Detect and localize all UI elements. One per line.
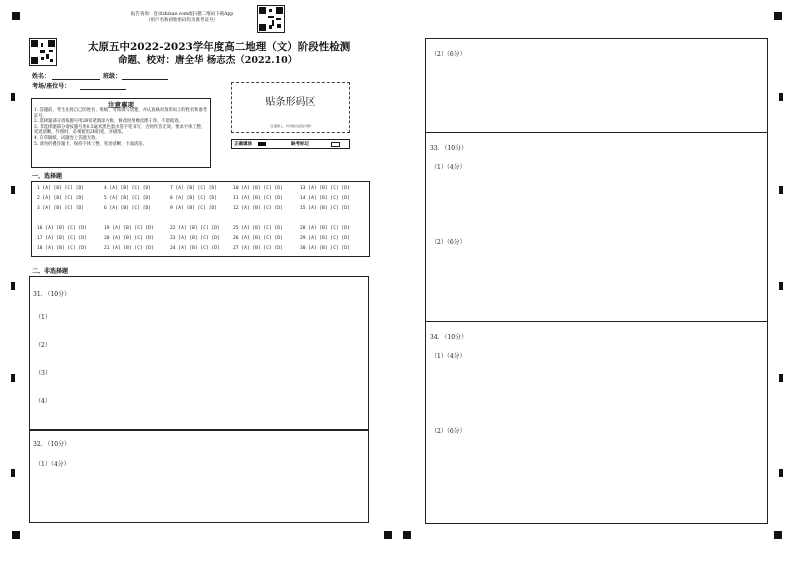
choice-question[interactable]: 5 [A] [B] [C] [D] bbox=[104, 196, 152, 201]
correct-fill-label: 正确填涂 bbox=[234, 142, 252, 147]
choice-question[interactable]: 3 [A] [B] [C] [D] bbox=[37, 206, 85, 211]
q34-part2: （2）（6分） bbox=[431, 428, 466, 435]
choice-question[interactable]: 7 [A] [B] [C] [D] bbox=[170, 186, 218, 191]
q34-part1: （1）（4分） bbox=[431, 353, 466, 360]
choice-question[interactable]: 13 [A] [B] [C] [D] bbox=[300, 186, 350, 191]
notes-item: 3. 非选择题部分请按题号用0.5毫米黑色墨水签字笔书写，否则作答无效。要求字体工整、笔迹清晰。作图时，必须使用2B铅笔，并描浓。 bbox=[34, 124, 206, 136]
choice-question[interactable]: 20 [A] [B] [C] [D] bbox=[104, 236, 154, 241]
choice-question[interactable]: 25 [A] [B] [C] [D] bbox=[233, 226, 283, 231]
notes-item: 4. 在草稿纸、试题卷上答题无效。 bbox=[34, 135, 100, 141]
barcode-hint: （正面朝上，切勿贴出虚线方框） bbox=[267, 124, 313, 128]
barcode-title: 贴条形码区 bbox=[265, 97, 316, 108]
side-mark bbox=[779, 186, 783, 194]
q31-answer-box[interactable] bbox=[29, 276, 369, 430]
choice-question[interactable]: 22 [A] [B] [C] [D] bbox=[170, 226, 220, 231]
q34-title: 34. （10分） bbox=[430, 334, 468, 341]
app-download-qr-code bbox=[257, 5, 285, 33]
choice-question[interactable]: 15 [A] [B] [C] [D] bbox=[300, 206, 350, 211]
q31-part4: （4） bbox=[35, 398, 51, 405]
choice-question[interactable]: 4 [A] [B] [C] [D] bbox=[104, 186, 152, 191]
choice-question[interactable]: 8 [A] [B] [C] [D] bbox=[170, 196, 218, 201]
room-seat-label: 考场/座位号： bbox=[32, 83, 71, 90]
divider-q33-q34 bbox=[425, 321, 768, 322]
choice-question[interactable]: 17 [A] [B] [C] [D] bbox=[37, 236, 87, 241]
notes-item: 2. 选择题部分请按题号用2B铅笔填涂方框，修改时用橡皮擦干净，不留痕迹。 bbox=[34, 119, 183, 125]
absent-mark-label: 缺考标记 bbox=[291, 142, 309, 147]
choice-question[interactable]: 30 [A] [B] [C] [D] bbox=[300, 246, 350, 251]
q32-part1: （1）（4分） bbox=[35, 461, 70, 468]
student-qr-code bbox=[29, 38, 57, 66]
divider-q32-q33 bbox=[425, 132, 768, 133]
room-seat-field[interactable] bbox=[80, 89, 126, 90]
notes-item: 1. 答题前，考生先将自己的姓名、班级、考场填写清楚，并认真核对条形码上的姓名和准考证号。 bbox=[34, 108, 208, 119]
choice-question[interactable]: 26 [A] [B] [C] [D] bbox=[233, 236, 283, 241]
choice-question[interactable]: 12 [A] [B] [C] [D] bbox=[233, 206, 283, 211]
q33-title: 33. （10分） bbox=[430, 145, 468, 152]
corner-mark-center-br bbox=[403, 531, 411, 539]
correct-fill-sample bbox=[258, 142, 266, 146]
side-mark bbox=[11, 374, 15, 382]
exam-title: 太原五中2022-2023学年度高二地理（文）阶段性检测 bbox=[88, 41, 351, 53]
side-mark bbox=[11, 469, 15, 477]
choice-question[interactable]: 18 [A] [B] [C] [D] bbox=[37, 246, 87, 251]
choice-question[interactable]: 27 [A] [B] [C] [D] bbox=[233, 246, 283, 251]
corner-mark-tr bbox=[774, 12, 782, 20]
corner-mark-bl bbox=[12, 531, 20, 539]
corner-mark-tl bbox=[12, 12, 20, 20]
choice-question[interactable]: 29 [A] [B] [C] [D] bbox=[300, 236, 350, 241]
choice-question[interactable]: 6 [A] [B] [C] [D] bbox=[104, 206, 152, 211]
choice-question[interactable]: 9 [A] [B] [C] [D] bbox=[170, 206, 218, 211]
q33-part1: （1）（4分） bbox=[431, 164, 466, 171]
name-field[interactable] bbox=[52, 79, 100, 80]
section1-title: 一、选择题 bbox=[32, 173, 63, 180]
notes-item: 5. 请勿折叠答题卡，保持字体工整、笔迹清晰、卡面清洁。 bbox=[34, 141, 147, 147]
notice-line1: 报告查询：登录zhixue.com或扫描二维码下载App bbox=[130, 12, 234, 17]
class-field[interactable] bbox=[122, 79, 168, 80]
choice-question[interactable]: 11 [A] [B] [C] [D] bbox=[233, 196, 283, 201]
choice-question[interactable]: 28 [A] [B] [C] [D] bbox=[300, 226, 350, 231]
corner-mark-br bbox=[774, 531, 782, 539]
choice-question[interactable]: 23 [A] [B] [C] [D] bbox=[170, 236, 220, 241]
choice-question[interactable]: 19 [A] [B] [C] [D] bbox=[104, 226, 154, 231]
corner-mark-center-bl bbox=[384, 531, 392, 539]
side-mark bbox=[11, 186, 15, 194]
side-mark bbox=[11, 282, 15, 290]
q31-part1: （1） bbox=[35, 314, 51, 321]
q31-part3: （3） bbox=[35, 370, 51, 377]
side-mark bbox=[779, 282, 783, 290]
side-mark bbox=[779, 469, 783, 477]
choice-question[interactable]: 1 [A] [B] [C] [D] bbox=[37, 186, 85, 191]
q32-title: 32. （10分） bbox=[33, 441, 71, 448]
choice-question[interactable]: 24 [A] [B] [C] [D] bbox=[170, 246, 220, 251]
q33-part2: （2）（6分） bbox=[431, 239, 466, 246]
q32-part2: （2）（6分） bbox=[431, 51, 466, 58]
section2-title: 二、非选择题 bbox=[32, 268, 69, 275]
choice-question[interactable]: 10 [A] [B] [C] [D] bbox=[233, 186, 283, 191]
class-label: 班级： bbox=[103, 73, 122, 80]
q31-title: 31. （10分） bbox=[33, 291, 71, 298]
side-mark bbox=[779, 93, 783, 101]
notice-line2: （用户名和初始密码均为准考证号） bbox=[146, 18, 218, 23]
absent-mark-checkbox[interactable] bbox=[331, 142, 340, 147]
exam-subtitle: 命题、校对：唐全华 杨志杰（2022.10） bbox=[118, 55, 298, 66]
choice-question[interactable]: 14 [A] [B] [C] [D] bbox=[300, 196, 350, 201]
side-mark bbox=[11, 93, 15, 101]
notes-title: 注意事项 bbox=[108, 101, 134, 109]
q31-part2: （2） bbox=[35, 342, 51, 349]
right-page-frame bbox=[425, 38, 768, 524]
choice-question[interactable]: 21 [A] [B] [C] [D] bbox=[104, 246, 154, 251]
side-mark bbox=[779, 374, 783, 382]
notes-list bbox=[34, 108, 209, 147]
choice-question[interactable]: 16 [A] [B] [C] [D] bbox=[37, 226, 87, 231]
choice-question[interactable]: 2 [A] [B] [C] [D] bbox=[37, 196, 85, 201]
q32-answer-box[interactable] bbox=[29, 430, 369, 523]
name-label: 姓名： bbox=[32, 73, 51, 80]
